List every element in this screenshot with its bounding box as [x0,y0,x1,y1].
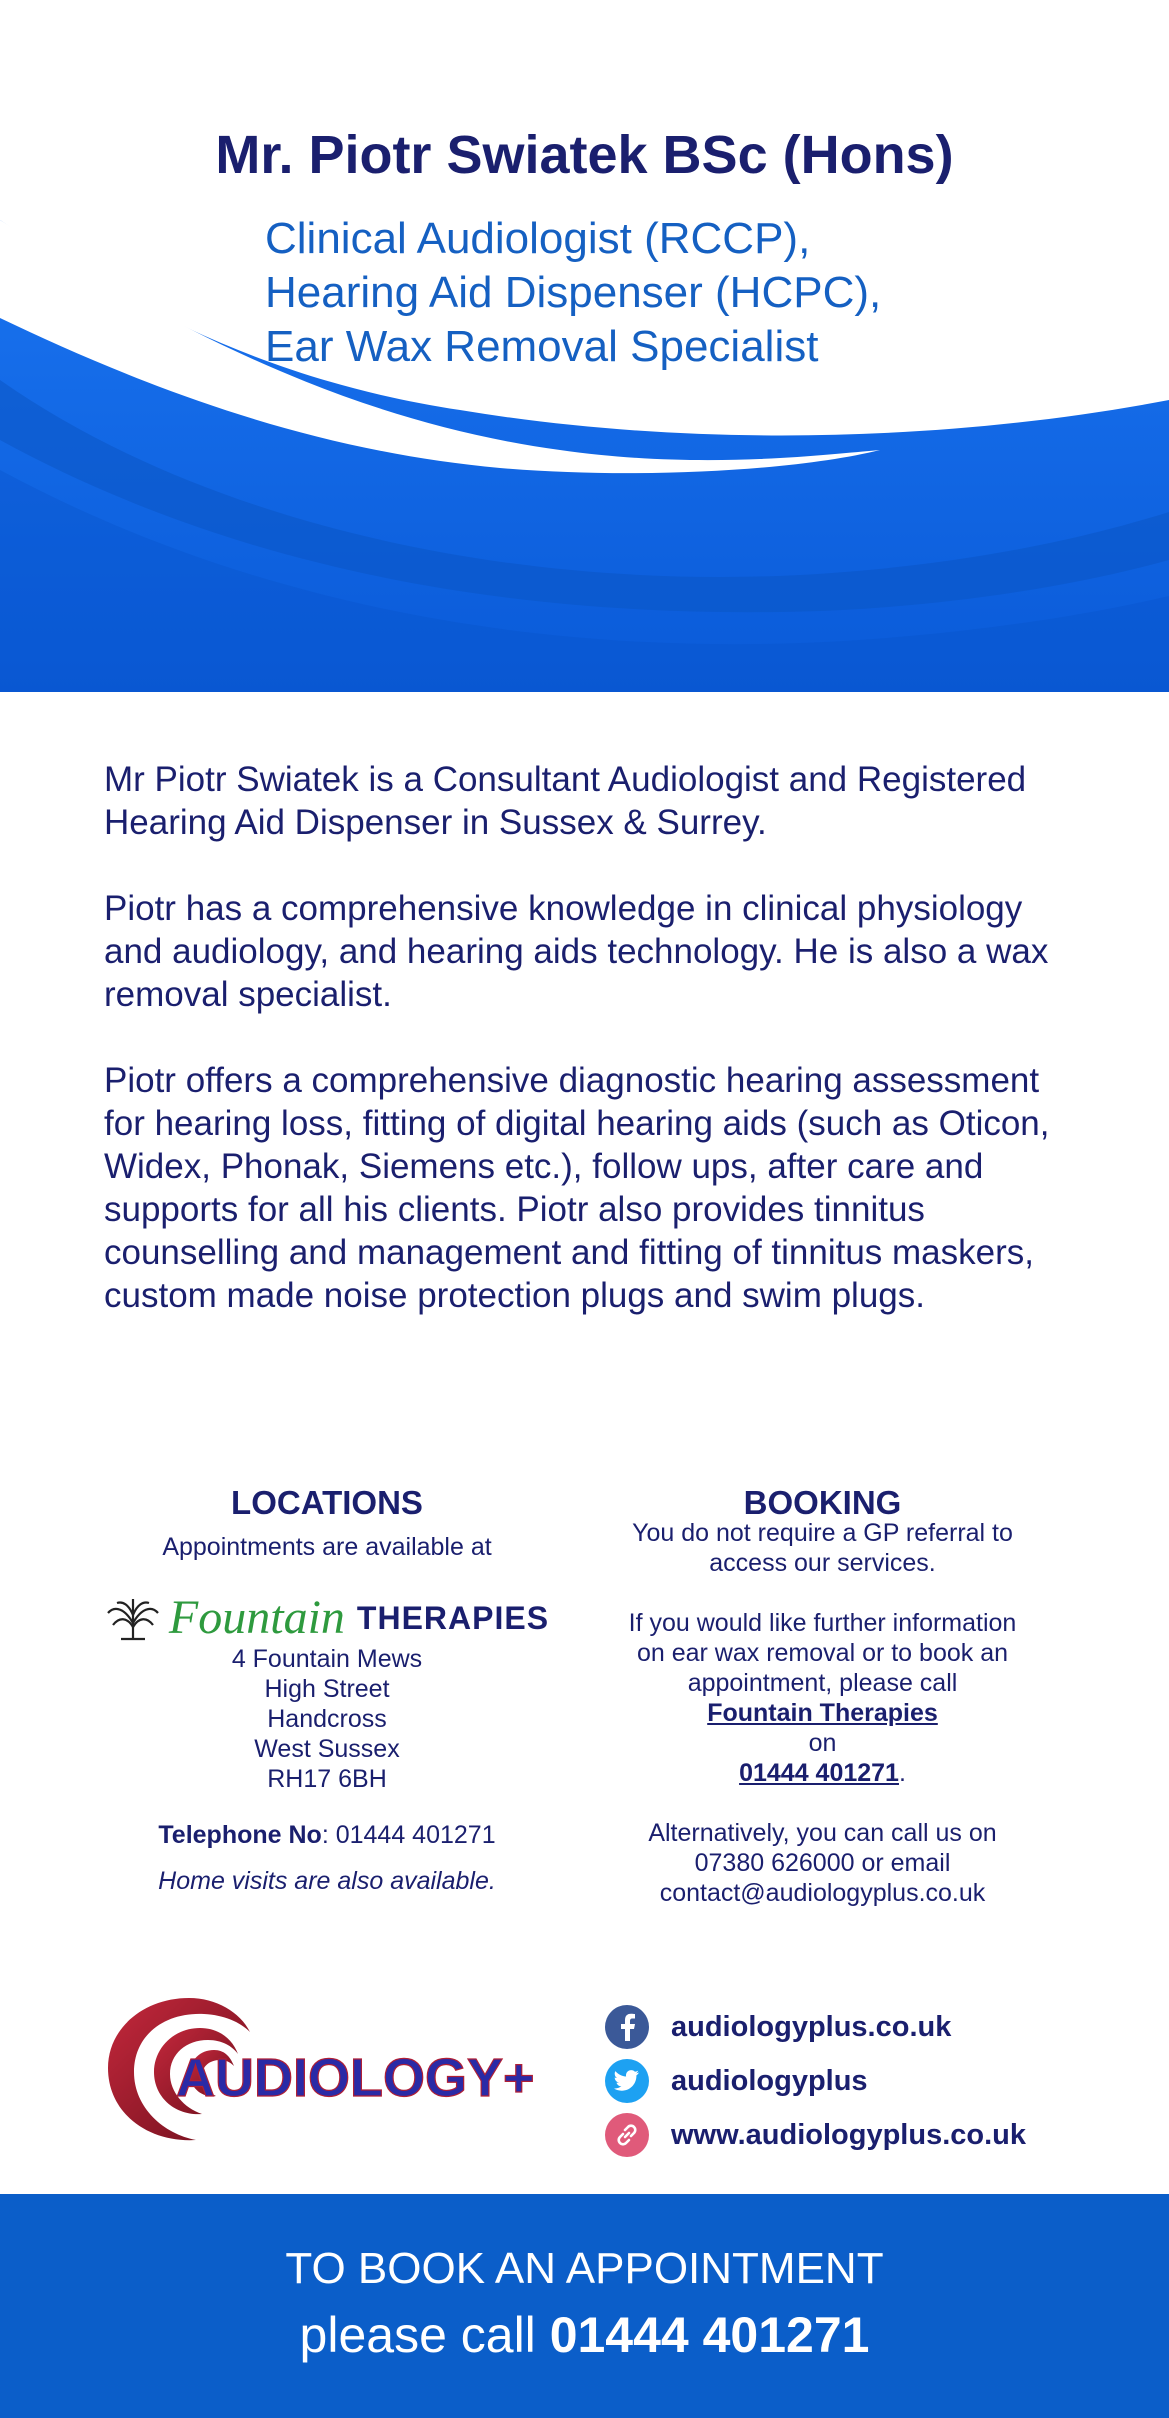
booking-text: on ear wax removal or to book an [636,1639,1009,1667]
booking-text: on [808,1729,837,1757]
audiology-swirl-icon [104,1988,574,2148]
locations-title: LOCATIONS [231,1484,423,1521]
booking-text: appointment, please call [687,1669,958,1697]
social-row-website[interactable] [605,2108,1125,2162]
fountain-therapies-link[interactable]: Fountain Therapies [707,1699,938,1727]
social-row-twitter[interactable] [605,2054,1125,2108]
website-label: www.audiologyplus.co.uk [671,2118,1027,2151]
twitter-icon [605,2059,649,2103]
subtitle-line: Ear Wax Removal Specialist [265,322,819,371]
home-visits-note: Home visits are also available. [158,1867,496,1895]
booking-text: 07380 626000 or email [694,1849,951,1877]
footer-heading: TO BOOK AN APPOINTMENT [285,2244,884,2293]
hero-banner [0,0,1169,692]
footer-phone[interactable]: 01444 401271 [549,2307,870,2363]
fountain-therapies-logo [104,1592,550,1644]
link-icon [605,2113,649,2157]
address-line: 4 Fountain Mews [231,1645,423,1673]
address-line: Handcross [267,1705,387,1733]
fountain-icon [105,1593,161,1643]
telephone-value: : 01444 401271 [321,1821,496,1849]
booking-text: You do not require a GP referral to [632,1519,1013,1547]
audiology-logo-text: AUDIOLOGY+ [176,2048,535,2108]
contact-email[interactable]: contact@audiologyplus.co.uk [659,1879,986,1907]
footer-call [0,2306,1169,2364]
footer-call-prefix: please call [299,2307,550,2363]
locations-section [104,1484,550,1896]
booking-text: Alternatively, you can call us on [648,1819,997,1847]
therapies-word: THERAPIES [356,1600,550,1636]
booking-text: access our services. [709,1549,936,1577]
social-row-facebook[interactable] [605,2000,1125,2054]
intro-paragraph: Mr Piotr Swiatek is a Consultant Audiologist and Registered Hearing Aid Dispenser in Sussex & Surrey. [104,760,1027,842]
intro-paragraph: Piotr has a comprehensive knowledge in clinical physiology and audiology, and hearing aids technology. He is also a wax removal specialist. [104,889,1049,1014]
address-line: West Sussex [254,1735,400,1763]
booking-text: If you would like further information [628,1609,1017,1637]
subtitle [265,212,1085,374]
fountain-word: Fountain [168,1591,345,1644]
booking-phone-link[interactable]: 01444 401271 [739,1759,899,1787]
page-title: Mr. Piotr Swiatek BSc (Hons) [215,125,954,185]
footer-banner [0,2194,1169,2418]
address [104,1644,550,1794]
intro-paragraph: Piotr offers a comprehensive diagnostic hearing assessment for hearing loss, fitting of digital hearing aids (such as Oticon, Widex, Phonak, Siemens etc.), follow ups, after care and supports for all his clients. Piotr also provides tinnitus counselling and management and fitting of tinnitus maskers, custom made noise protection plugs and swim plugs. [104,1061,1050,1315]
booking-period: . [898,1759,906,1787]
intro-text [104,758,1064,1360]
subtitle-line: Clinical Audiologist (RCCP), [265,214,811,263]
twitter-label: audiologyplus [671,2064,868,2097]
booking-title: BOOKING [743,1484,902,1521]
subtitle-line: Hearing Aid Dispenser (HCPC), [265,268,882,317]
address-line: High Street [264,1675,390,1703]
social-links [605,2000,1125,2162]
telephone [104,1820,550,1850]
telephone-label: Telephone No [158,1821,322,1849]
locations-intro: Appointments are available at [162,1533,492,1561]
address-line: RH17 6BH [267,1765,387,1793]
facebook-label: audiologyplus.co.uk [671,2010,952,2043]
booking-section [590,1484,1055,1908]
facebook-icon [605,2005,649,2049]
audiology-plus-logo [104,1988,574,2148]
